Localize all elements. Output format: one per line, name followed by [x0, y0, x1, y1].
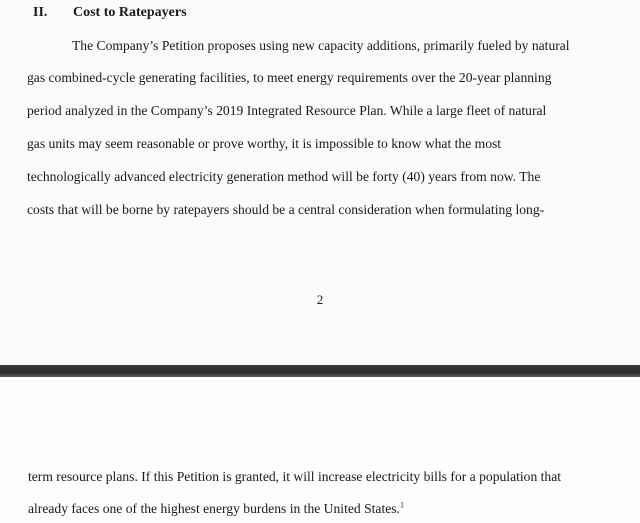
- document-page-bottom: [0, 377, 640, 523]
- paragraph-text: already faces one of the highest energy burdens in the United States.: [28, 501, 400, 516]
- paragraph-line: gas combined-cycle generating facilities, to meet energy requirements over the 20-year planning: [27, 70, 552, 85]
- section-heading: [33, 5, 187, 21]
- paragraph-line: technologically advanced electricity generation method will be forty (40) years from now. The: [27, 169, 541, 184]
- paragraph-line: The Company’s Petition proposes using new capacity additions, primarily fueled by natural: [72, 38, 570, 53]
- page-number: 2: [316, 292, 324, 307]
- page-divider: [0, 365, 640, 377]
- section-title: Cost to Ratepayers: [73, 5, 187, 20]
- section-number: II.: [33, 5, 48, 20]
- footnote-reference[interactable]: 1: [399, 500, 404, 510]
- paragraph-line: gas units may seem reasonable or prove worthy, it is impossible to know what the most: [27, 136, 502, 151]
- paragraph-line: costs that will be borne by ratepayers should be a central consideration when formulating long-: [27, 202, 545, 217]
- paragraph-line-with-footnote: [28, 501, 404, 517]
- paragraph-line: term resource plans. If this Petition is granted, it will increase electricity bills for a population that: [28, 469, 562, 484]
- paragraph-line: period analyzed in the Company’s 2019 Integrated Resource Plan. While a large fleet of natural: [27, 103, 547, 118]
